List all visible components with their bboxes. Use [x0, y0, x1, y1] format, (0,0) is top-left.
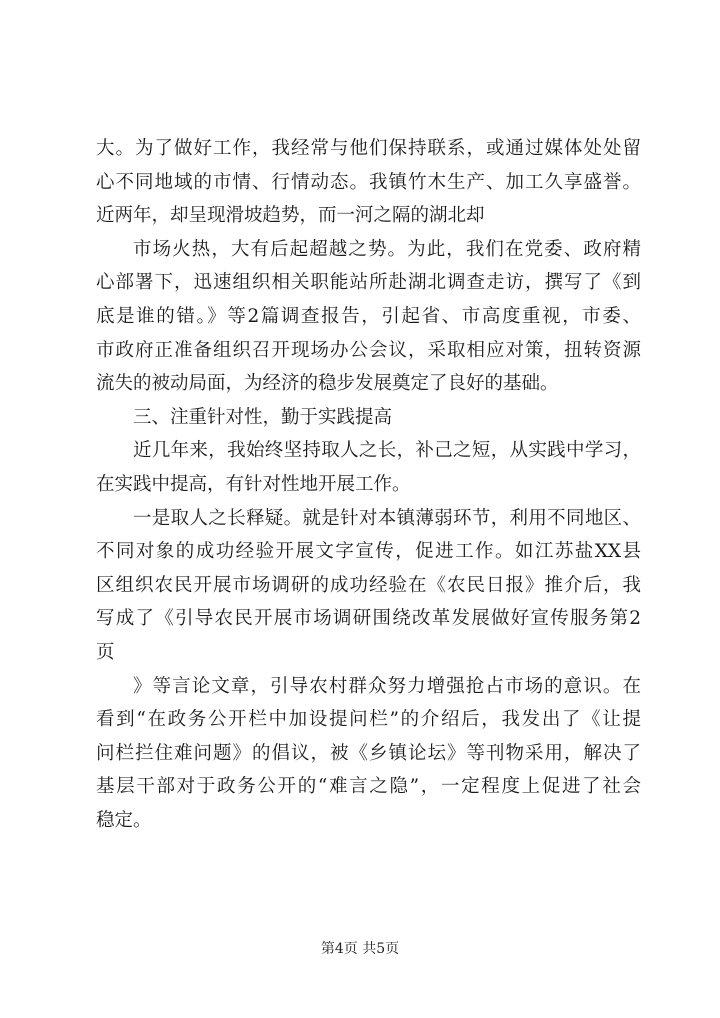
text-line-16: 页	[96, 641, 115, 663]
text-line-6: 底是谁的错。》等2篇调查报告，引起省、市高度重视，市委、	[96, 305, 641, 327]
text-line-18: 看到“在政务公开栏中加设提问栏”的介绍后，我发出了《让提	[96, 709, 641, 731]
text-line-15: 写成了《引导农民开展市场调研围绕改革发展做好宣传服务第2	[96, 608, 641, 630]
text-line-7: 市政府正准备组织召开现场办公会议，采取相应对策，扭转资源	[96, 339, 641, 361]
text-line-1: 大。为了做好工作，我经常与他们保持联系，或通过媒体处处留	[96, 138, 641, 159]
text-line-21: 稳定。	[96, 809, 152, 831]
text-line-4: 市场火热，大有后起超越之势。为此，我们在党委、政府精	[133, 238, 641, 260]
text-line-14: 区组织农民开展市场调研的成功经验在《农民日报》推介后，我	[96, 574, 641, 596]
text-line-8: 流失的被动局面，为经济的稳步发展奠定了良好的基础。	[96, 373, 559, 395]
text-line-12: 一是取人之长释疑。就是针对本镇薄弱环节，利用不同地区、	[133, 507, 641, 529]
text-line-3: 近两年，却呈现滑坡趋势，而一河之隔的湖北却	[96, 205, 485, 227]
text-line-5: 心部署下，迅速组织相关职能站所赴湖北调查走访，撰写了《到	[96, 272, 641, 294]
text-line-20: 基层干部对于政务公开的“难言之隐”，一定程度上促进了社会	[96, 776, 641, 798]
text-line-13: 不同对象的成功经验开展文字宣传，促进工作。如江苏盐XX县	[96, 541, 641, 563]
body-text	[96, 132, 641, 837]
text-line-19: 问栏拦住难问题》的倡议，被《乡镇论坛》等刊物采用，解决了	[96, 742, 641, 764]
section-heading: 三、注重针对性，勤于实践提高	[133, 406, 393, 428]
text-line-10: 近几年来，我始终坚持取人之长，补己之短，从实践中学习，	[133, 440, 641, 462]
page-number-footer: 第4页 共5页	[320, 941, 400, 957]
text-line-17: 》等言论文章，引导农村群众努力增强抢占市场的意识。在	[133, 675, 641, 697]
text-line-2: 心不同地域的市情、行情动态。我镇竹木生产、加工久享盛誉。	[96, 171, 641, 193]
text-line-11: 在实践中提高，有针对性地开展工作。	[96, 473, 411, 495]
